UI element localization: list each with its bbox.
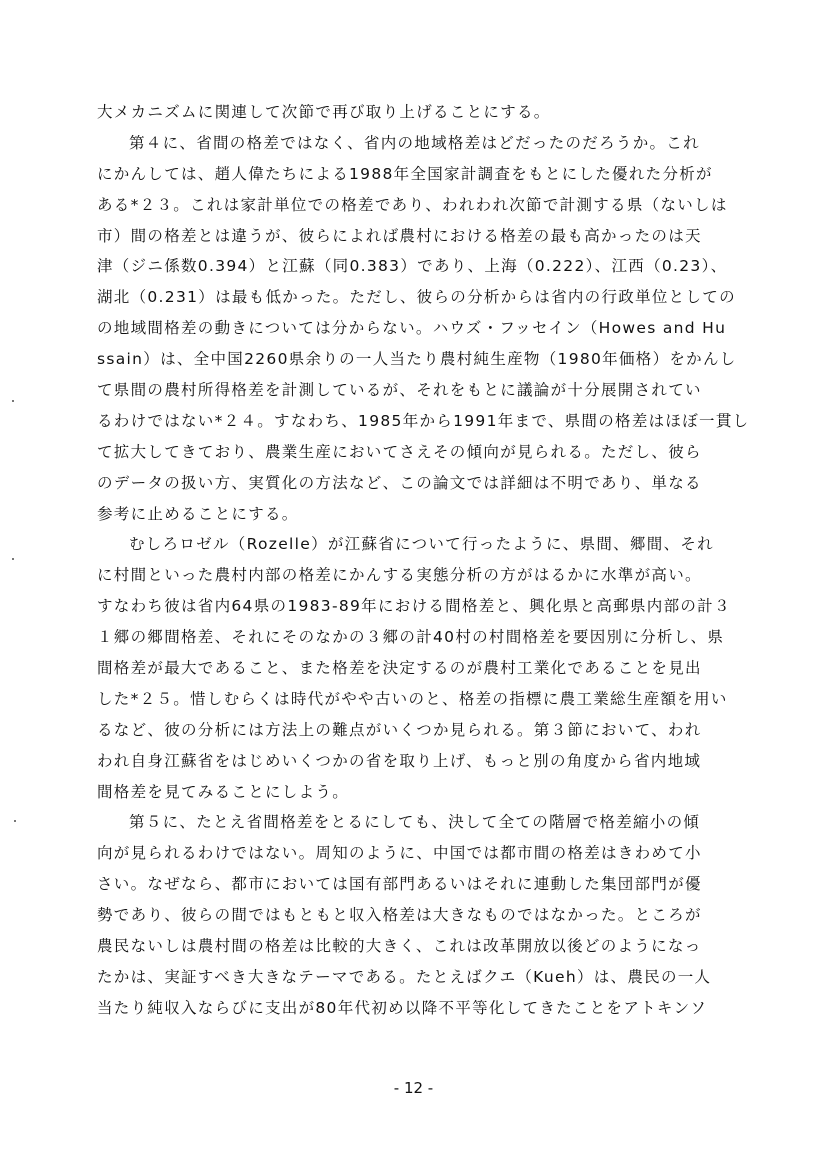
text-line: に村間といった農村内部の格差にかんする実態分析の方がはるかに水準が高い。	[97, 566, 702, 585]
text-line: 向が見られるわけではない。周知のように、中国では都市間の格差はきわめて小	[97, 844, 702, 863]
text-line: 大メカニズムに関連して次節で再び取り上げることにする。	[97, 103, 551, 121]
text-line: たかは、実証すべき大きなテーマである。たとえばクエ（Kueh）は、農民の一人	[97, 967, 712, 986]
text-line: るわけではない*２４。すなわち、1985年から1991年まで、県間の格差はほぼ一貫し	[97, 411, 750, 430]
text-line: すなわち彼は省内64県の1983-89年における間格差と、興化県と高郵県内部の計３	[97, 597, 731, 616]
page-number: - 12 -	[393, 1079, 434, 1097]
text-line: さい。なぜなら、都市においては国有部門あるいはそれに連動した集団部門が優	[97, 875, 702, 894]
text-line: 間格差が最大であること、また格差を決定するのが農村工業化であることを見出	[97, 659, 702, 678]
text-line: て県間の農村所得格差を計測しているが、それをもとに議論が十分展開されてい	[97, 381, 702, 400]
text-line: ある*２３。これは家計単位での格差であり、われわれ次節で計測する県（ないしは	[97, 195, 728, 214]
text-line: ssain）は、全中国2260県余りの一人当たり農村純生産物（1980年価格）をかんし	[97, 350, 737, 369]
scan-speck	[14, 820, 16, 822]
text-line: て拡大してきており、農業生産においてさえその傾向が見られる。ただし、彼ら	[97, 442, 702, 461]
text-line: のデータの扱い方、実質化の方法など、この論文では詳細は不明であり、単なる	[97, 473, 702, 492]
text-line: にかんしては、趙人偉たちによる1988年全国家計調査をもとにした優れた分析が	[97, 164, 713, 183]
text-line: １郷の郷間格差、それにそのなかの３郷の計40村の村間格差を要因別に分析し、県	[97, 628, 725, 647]
document-body	[97, 97, 777, 1024]
scan-speck	[12, 558, 14, 560]
text-line: 農民ないしは農村間の格差は比較的大きく、これは改革開放以後どのようになっ	[97, 937, 702, 956]
text-line: 津（ジニ係数0.394）と江蘇（同0.383）であり、上海（0.222）、江西（0.23）、	[97, 257, 728, 276]
text-line: 市）間の格差とは違うが、彼らによれば農村における格差の最も高かったのは天	[97, 226, 702, 245]
text-line: われ自身江蘇省をはじめいくつかの省を取り上げ、もっと別の角度から省内地域	[97, 751, 702, 770]
paragraph-start-line: 第４に、省間の格差ではなく、省内の地域格差はどだったのだろうか。これ	[129, 133, 700, 152]
text-line: の地域間格差の動きについては分からない。ハウズ・フッセイン（Howes and Hu	[97, 319, 727, 338]
paragraph-start-line: むしろロゼル（Rozelle）が江蘇省について行ったように、県間、郷間、それ	[129, 535, 714, 554]
text-line: 当たり純収入ならびに支出が80年代初め以降不平等化してきたことをアトキンソ	[97, 998, 708, 1017]
text-line: 間格差を見てみることにしよう。	[97, 782, 350, 801]
text-line: 参考に止めることにする。	[97, 504, 299, 523]
text-line: した*２５。惜しむらくは時代がやや古いのと、格差の指標に農工業総生産額を用い	[97, 689, 728, 708]
paragraph-start-line: 第５に、たとえ省間格差をとるにしても、決して全ての階層で格差縮小の傾	[129, 813, 701, 832]
text-line: るなど、彼の分析には方法上の難点がいくつか見られる。第３節において、われ	[97, 720, 702, 739]
text-line: 湖北（0.231）は最も低かった。ただし、彼らの分析からは省内の行政単位としての	[97, 288, 736, 307]
text-line: 勢であり、彼らの間ではもともと収入格差は大きなものではなかった。ところが	[97, 906, 702, 925]
scan-speck	[12, 400, 14, 402]
